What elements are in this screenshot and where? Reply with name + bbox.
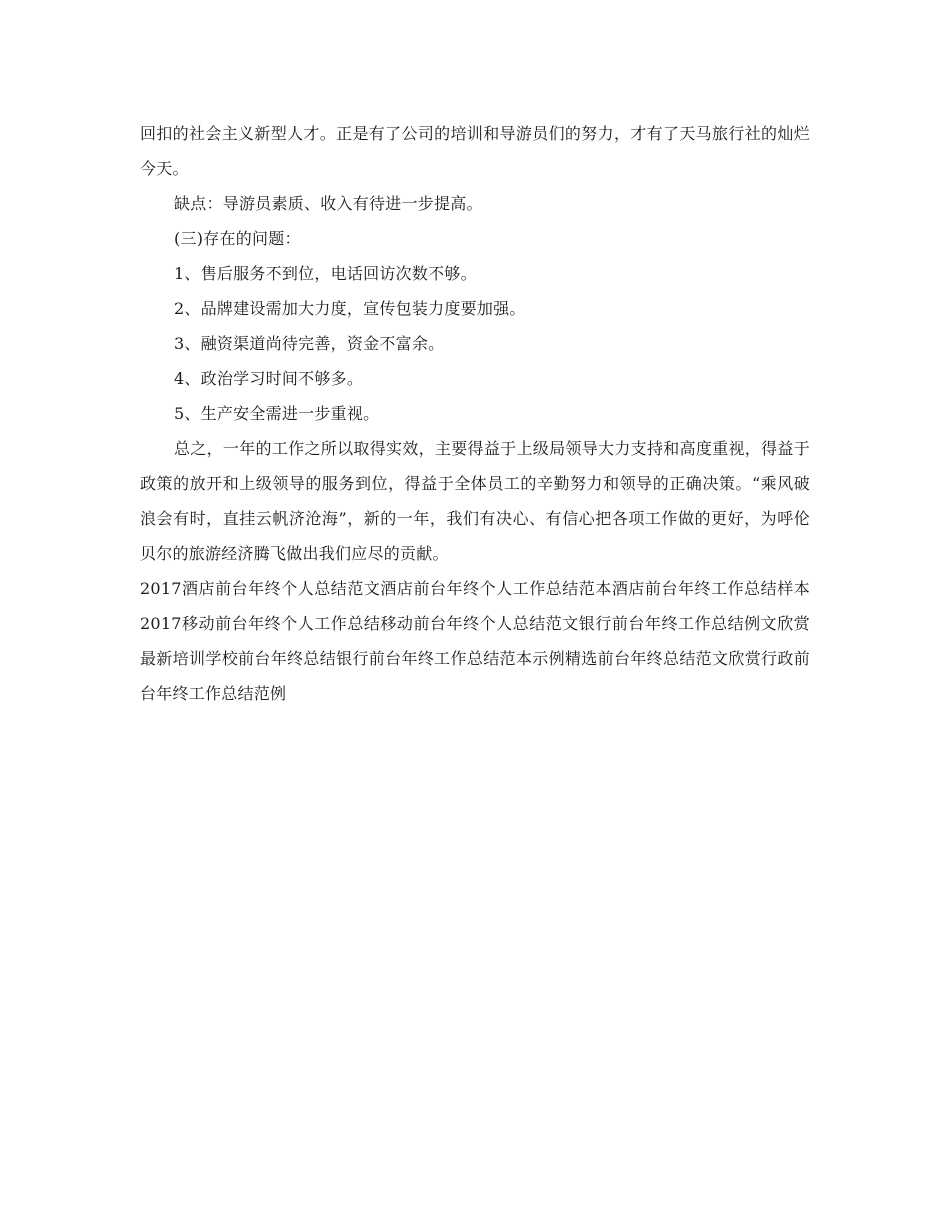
problem-item-1: 1、售后服务不到位，电话回访次数不够。 [174,264,477,283]
section-heading-problems: (三)存在的问题： [174,229,301,248]
problem-item-3: 3、融资渠道尚待完善，资金不富余。 [174,334,445,353]
problem-item-5: 5、生产安全需进一步重视。 [174,404,380,423]
problem-item-4: 4、政治学习时间不够多。 [174,369,364,388]
problem-item-2: 2、品牌建设需加大力度，宣传包装力度要加强。 [174,299,526,318]
paragraph-shortcomings: 缺点：导游员素质、收入有待进一步提高。 [174,194,483,213]
related-articles-text: 2017酒店前台年终个人总结范文酒店前台年终个人工作总结范本酒店前台年终工作总结样本2017移动前台年终个人工作总结移动前台年终个人总结范文银行前台年终工作总结例文欣赏最新培训学校前台年终总结银行前台年终工作总结范本示例精选前台年终总结范文欣赏行政前台年终工作总结范例 [140,579,810,703]
paragraph-continuation: 回扣的社会主义新型人才。正是有了公司的培训和导游员们的努力，才有了天马旅行社的灿烂今天。 [140,124,810,178]
paragraph-conclusion: 总之，一年的工作之所以取得实效，主要得益于上级局领导大力支持和高度重视，得益于政策的放开和上级领导的服务到位，得益于全体员工的辛勤努力和领导的正确决策。“乘风破浪会有时，直挂云帆济沧海”，新的一年，我们有决心、有信心把各项工作做的更好，为呼伦贝尔的旅游经济腾飞做出我们应尽的贡献。 [140,439,810,563]
document-body [140,116,810,711]
